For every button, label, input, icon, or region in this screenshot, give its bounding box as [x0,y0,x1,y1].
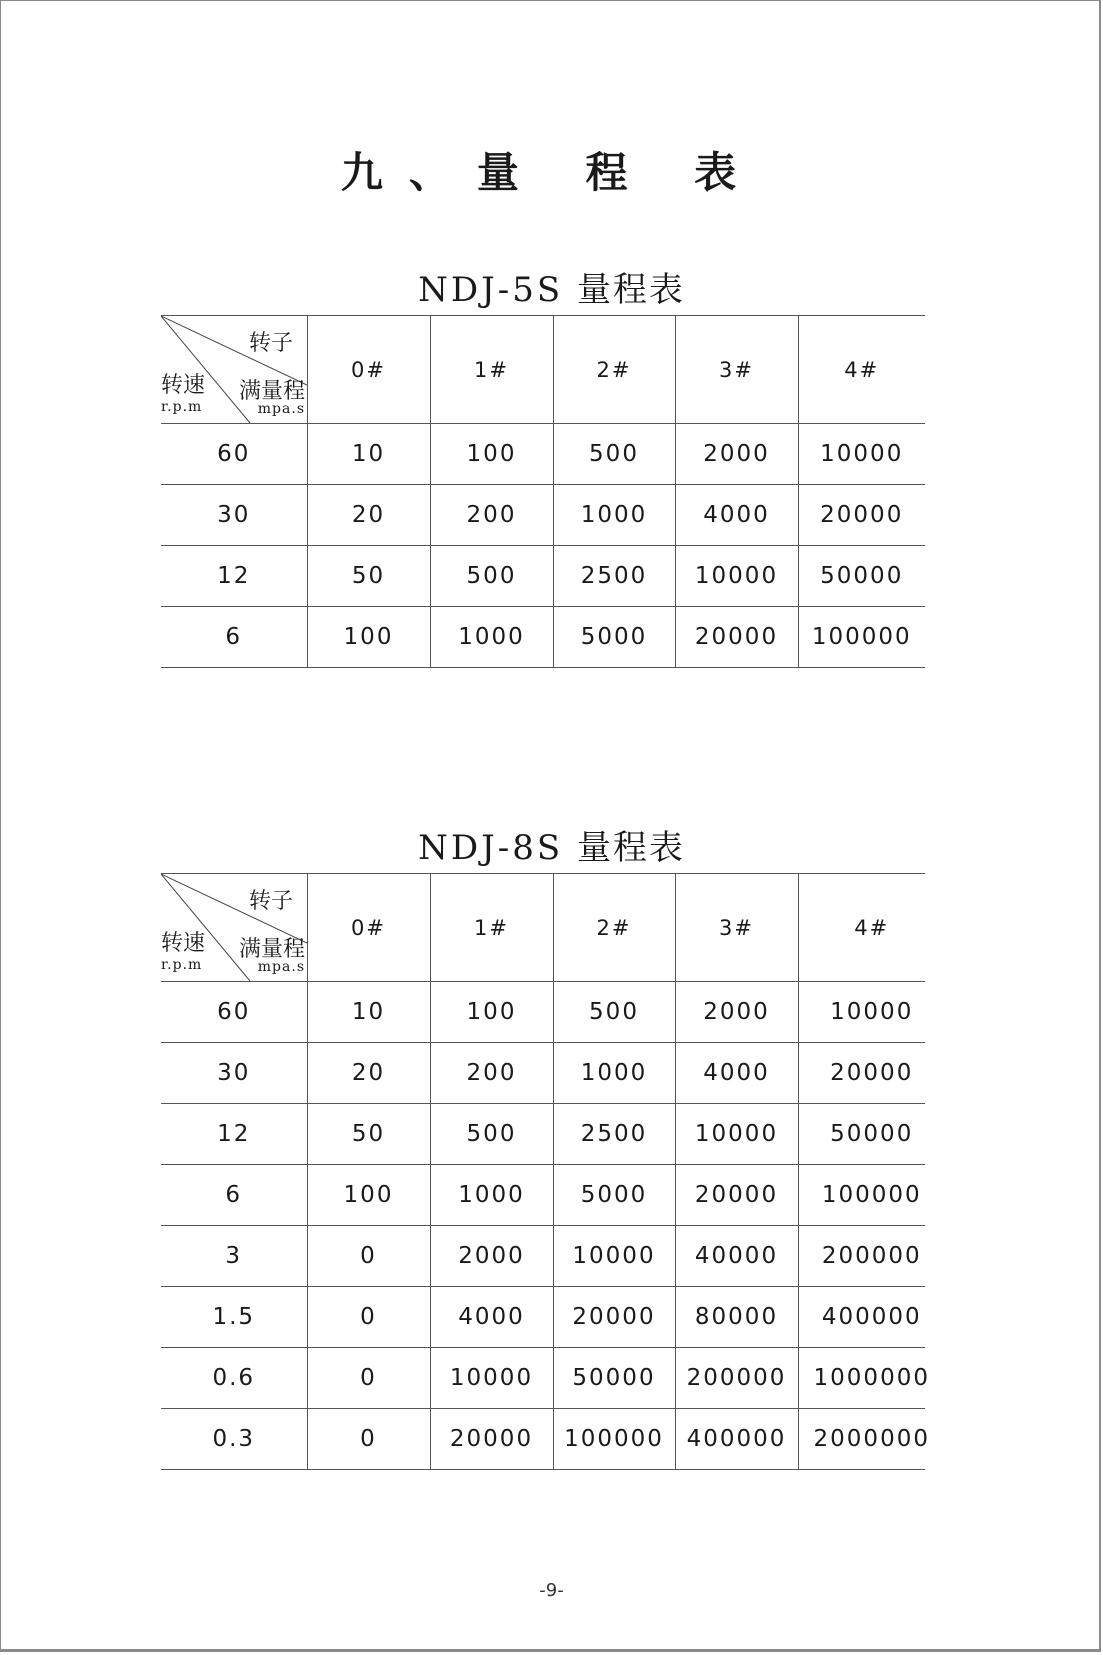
value-text: 400000 [821,1304,922,1330]
column-header: 1# [430,874,553,982]
table-row [161,1226,925,1287]
value-cell [798,982,925,1043]
column-header [798,874,925,982]
rpm-cell: 12 [161,546,307,607]
value-cell: 4000 [675,485,798,546]
range-unit: mpa.s [257,401,305,417]
value-cell [798,1409,930,1470]
corner-header-cell [161,316,307,424]
value-cell: 4000 [430,1287,553,1348]
value-cell: 20000 [798,485,925,546]
value-cell: 40000 [675,1226,798,1287]
range-table-ndj8s [161,873,930,1470]
value-cell: 1000 [430,607,553,668]
value-cell [798,1348,930,1409]
value-cell: 200 [430,485,553,546]
value-cell: 100 [307,1165,430,1226]
column-header: 3# [675,316,798,424]
value-cell: 5000 [553,607,675,668]
value-cell: 500 [553,982,675,1043]
value-cell: 100000 [553,1409,675,1470]
value-cell: 10000 [553,1226,675,1287]
full-range-label: 满量程 [238,379,305,404]
value-cell: 200000 [675,1348,798,1409]
value-text: 10000 [830,999,914,1025]
value-cell: 0 [307,1348,430,1409]
rotor-label: 转子 [248,331,293,356]
rpm-cell: 3 [161,1226,307,1287]
value-cell: 500 [553,424,675,485]
value-cell: 20000 [430,1409,553,1470]
value-cell: 100 [307,607,430,668]
value-cell: 10000 [430,1348,553,1409]
range-table-ndj5s [161,315,925,668]
table-title-model: NDJ-5S [418,270,564,310]
speed-label: 转速 [161,931,206,956]
full-range-label: 满量程 [238,937,305,962]
value-cell: 400000 [675,1409,798,1470]
column-header: 0# [307,316,430,424]
speed-label: 转速 [161,373,206,398]
table-row [161,607,925,668]
page-number: -9- [539,1580,564,1601]
value-cell: 10000 [798,424,925,485]
value-cell [798,1104,925,1165]
table-row [161,1409,925,1470]
value-text: 2000000 [813,1426,930,1452]
speed-unit: r.p.m [161,957,203,973]
table-title-suffix: 量程表 [576,828,685,868]
value-cell: 0 [307,1226,430,1287]
value-cell: 4000 [675,1043,798,1104]
rpm-cell: 30 [161,1043,307,1104]
rpm-cell: 60 [161,982,307,1043]
page-title: 九、量 程 表 [340,148,763,197]
table-header-row [161,874,925,982]
table-row [161,424,925,485]
value-cell [798,1226,925,1287]
table-title-suffix: 量程表 [576,270,685,310]
corner-header-cell [161,874,307,982]
rpm-cell: 1.5 [161,1287,307,1348]
value-cell: 10 [307,424,430,485]
value-cell: 2000 [675,424,798,485]
rpm-cell: 6 [161,1165,307,1226]
range-unit: mpa.s [257,959,305,975]
value-cell: 500 [430,546,553,607]
column-header: 2# [553,874,675,982]
value-cell [798,1043,925,1104]
value-cell: 1000 [553,1043,675,1104]
value-cell: 10 [307,982,430,1043]
column-header: 0# [307,874,430,982]
value-cell: 50000 [553,1348,675,1409]
rpm-cell: 0.6 [161,1348,307,1409]
value-cell: 100000 [798,607,925,668]
value-cell: 20000 [675,1165,798,1226]
value-cell: 20 [307,1043,430,1104]
table-row [161,982,925,1043]
value-cell: 100 [430,424,553,485]
value-cell: 80000 [675,1287,798,1348]
table-row [161,1043,925,1104]
value-cell: 20000 [675,607,798,668]
rpm-cell: 6 [161,607,307,668]
value-cell: 1000 [430,1165,553,1226]
value-cell: 500 [430,1104,553,1165]
table-title-model: NDJ-8S [418,828,564,868]
value-cell: 20000 [553,1287,675,1348]
value-cell: 2000 [675,982,798,1043]
value-text: 100000 [821,1182,922,1208]
value-cell: 2000 [430,1226,553,1287]
table-row [161,1287,925,1348]
column-header: 2# [553,316,675,424]
column-header: 1# [430,316,553,424]
rpm-cell: 0.3 [161,1409,307,1470]
value-cell: 50000 [798,546,925,607]
rpm-cell: 60 [161,424,307,485]
table-row [161,546,925,607]
rpm-cell: 30 [161,485,307,546]
value-cell [798,1165,925,1226]
table-header-row [161,316,925,424]
value-text: 200000 [821,1243,922,1269]
rpm-cell: 12 [161,1104,307,1165]
value-cell: 20 [307,485,430,546]
table-row [161,485,925,546]
value-text: 1000000 [813,1365,930,1391]
table-row [161,1104,925,1165]
value-cell: 10000 [675,1104,798,1165]
value-cell: 50 [307,546,430,607]
value-cell [798,1287,925,1348]
table-title-ndj8s [0,820,1103,869]
value-text: 20000 [830,1060,914,1086]
speed-unit: r.p.m [161,399,203,415]
value-cell: 200 [430,1043,553,1104]
value-cell: 0 [307,1287,430,1348]
value-text: 50000 [830,1121,914,1147]
column-header: 3# [675,874,798,982]
table-row [161,1165,925,1226]
value-cell: 100 [430,982,553,1043]
value-cell: 2500 [553,1104,675,1165]
value-cell: 5000 [553,1165,675,1226]
value-cell: 0 [307,1409,430,1470]
value-cell: 2500 [553,546,675,607]
value-cell: 10000 [675,546,798,607]
value-cell: 50 [307,1104,430,1165]
rotor-label: 转子 [248,889,293,914]
column-header: 4# [798,316,925,424]
column-header-label: 4# [854,915,890,940]
table-title-ndj5s [0,262,1103,311]
value-cell: 1000 [553,485,675,546]
table-row [161,1348,925,1409]
